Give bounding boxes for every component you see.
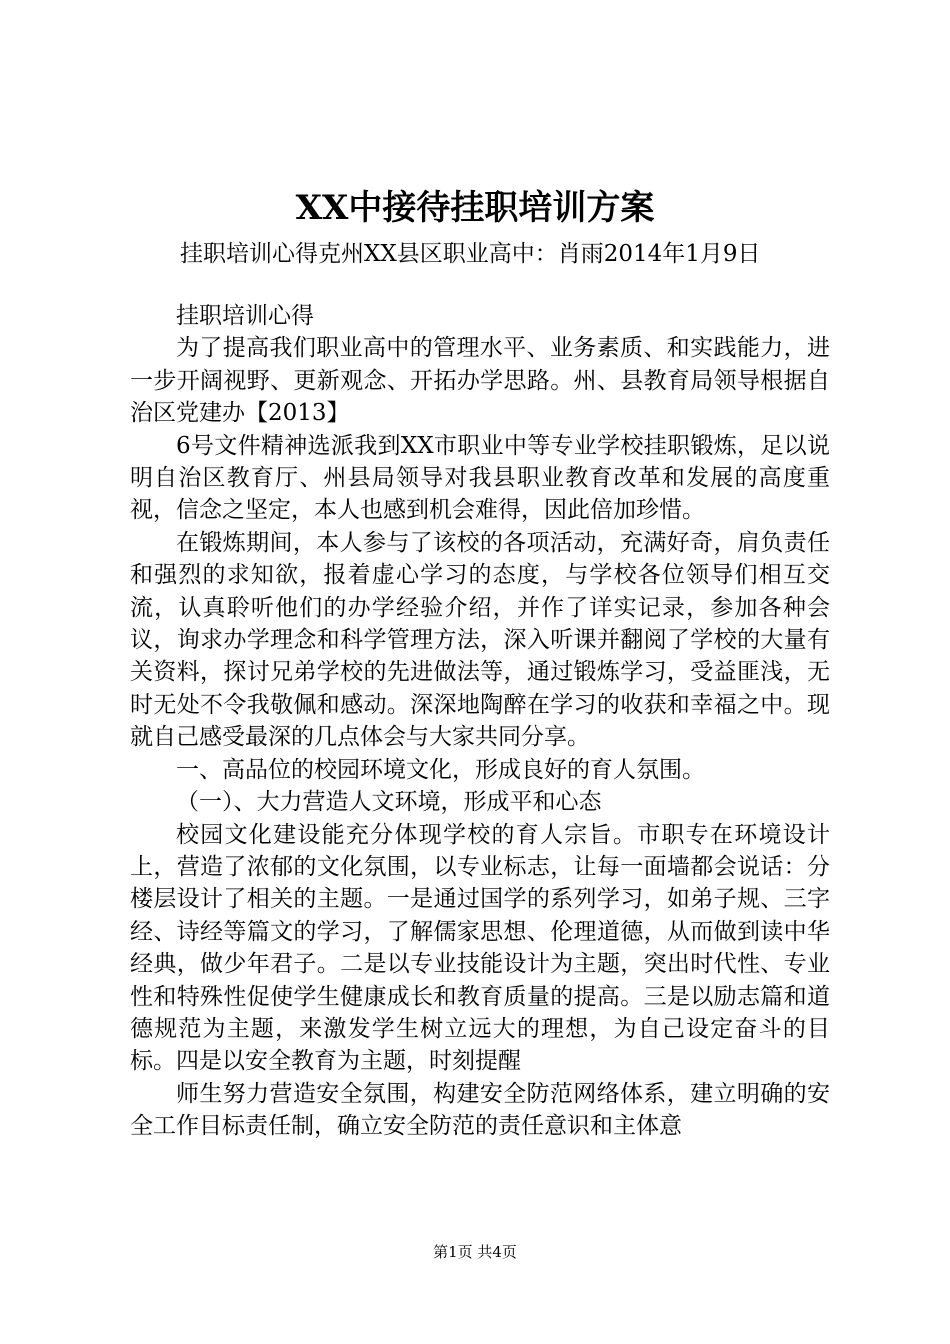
paragraph: 为了提高我们职业高中的管理水平、业务素质、和实践能力，进一步开阔视野、更新观念、开拓办学思路。州、县教育局领导根据自治区党建办【2013】	[130, 335, 830, 427]
document-title: XX中接待挂职培训方案	[295, 188, 655, 228]
paragraph: 校园文化建设能充分体现学校的育人宗旨。市职专在环境设计上，营造了浓郁的文化氛围，以专业标志，让每一面墙都会说话：分楼层设计了相关的主题。一是通过国学的系列学习，如弟子规、三字经、诗经等篇文的学习，了解儒家思想、伦理道德，从而做到读中华经典，做少年君子。二是以专业技能设计为主题，突出时代性、专业性和特殊性促使学生健康成长和教育质量的提高。三是以励志篇和道德规范为主题，来激发学生树立远大的理想，为自己设定奋斗的目标。四是以安全教育为主题，时刻提醒	[130, 821, 830, 1075]
paragraph: 在锻炼期间，本人参与了该校的各项活动，充满好奇，肩负责任和强烈的求知欲，报着虚心学习的态度，与学校各位领导们相互交流，认真聆听他们的办学经验介绍，并作了详实记录，参加各种会议，询求办学理念和科学管理方法，深入听课并翻阅了学校的大量有关资料，探讨兄弟学校的先进做法等，通过锻炼学习，受益匪浅，无时无处不令我敬佩和感动。深深地陶醉在学习的收获和幸福之中。现就自己感受最深的几点体会与大家共同分享。	[130, 529, 830, 751]
document-body	[130, 300, 830, 1143]
paragraph: 挂职培训心得	[176, 303, 314, 329]
subsection-heading: （一）、大力营造人文环境，形成平和心态	[176, 789, 602, 816]
document-subtitle: 挂职培训心得克州XX县区职业高中：肖雨2014年1月9日	[180, 241, 761, 267]
paragraph: 师生努力营造安全氛围，构建安全防范网络体系，建立明确的安全工作目标责任制，确立安全防范的责任意识和主体意	[130, 1080, 830, 1140]
section-heading: 一、高品位的校园环境文化，形成良好的育人氛围。	[176, 756, 705, 783]
paragraph: 6号文件精神选派我到XX市职业中等专业学校挂职锻炼，足以说明自治区教育厅、州县局领导对我县职业教育改革和发展的高度重视，信念之坚定，本人也感到机会难得，因此倍加珍惜。	[130, 432, 830, 524]
page-footer: 第1页 共4页	[433, 1243, 517, 1261]
